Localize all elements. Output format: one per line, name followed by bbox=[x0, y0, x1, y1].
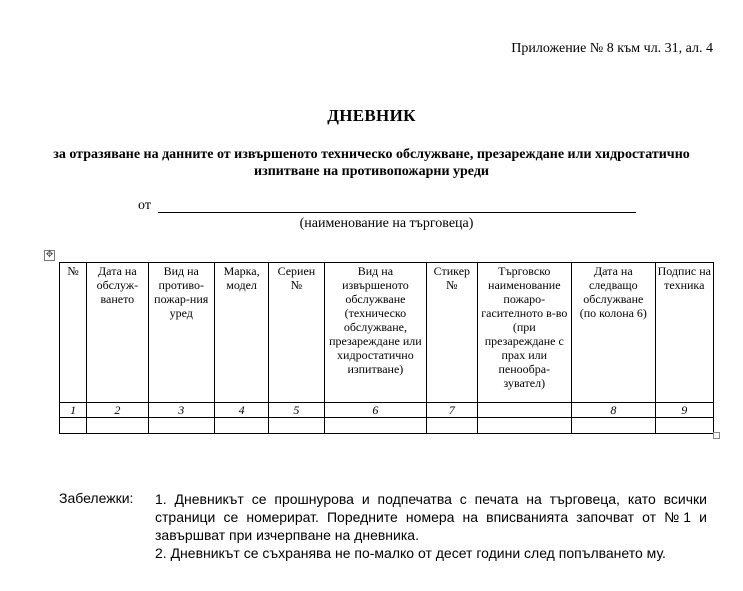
empty-cell[interactable] bbox=[214, 418, 268, 434]
column-number-cell[interactable]: 7 bbox=[427, 403, 477, 418]
header-cell[interactable]: Вид на извършеното обслужване (техническо обслужване, презареждане или хидростатично изпитване) bbox=[324, 263, 427, 403]
empty-cell[interactable] bbox=[477, 418, 572, 434]
service-log-table bbox=[59, 262, 714, 434]
document-subtitle: за отразяване на данните от извършеното техническо обслужване, презареждане или хидростатично изпитване на противопожарни уреди bbox=[53, 147, 690, 179]
empty-cell[interactable] bbox=[427, 418, 477, 434]
empty-cell[interactable] bbox=[87, 418, 148, 434]
column-number-cell[interactable]: 5 bbox=[269, 403, 324, 418]
column-number-cell[interactable]: 6 bbox=[324, 403, 427, 418]
empty-cell[interactable] bbox=[655, 418, 713, 434]
document-title: ДНЕВНИК bbox=[327, 106, 416, 125]
empty-cell[interactable] bbox=[148, 418, 214, 434]
column-number-cell[interactable]: 8 bbox=[572, 403, 656, 418]
notes-list bbox=[155, 490, 707, 562]
empty-cell[interactable] bbox=[324, 418, 427, 434]
trader-caption: (наименование на търговеца) bbox=[299, 216, 474, 231]
header-cell[interactable]: Дата на обслуж-ването bbox=[87, 263, 148, 403]
table-header-row bbox=[60, 263, 714, 403]
trader-name-line bbox=[158, 212, 636, 213]
header-cell[interactable]: Подпис на техника bbox=[655, 263, 713, 403]
column-number-cell[interactable]: 4 bbox=[214, 403, 268, 418]
note-item-2: 2. Дневникът се съхранява не по-малко от десет години след попълването му. bbox=[155, 545, 666, 561]
empty-cell[interactable] bbox=[60, 418, 87, 434]
header-cell[interactable]: Търговско наименование пожаро-гасителното в-во (при презареждане с прах или пенообра-зувател) bbox=[477, 263, 572, 403]
header-cell[interactable]: № bbox=[60, 263, 87, 403]
column-number-cell[interactable]: 2 bbox=[87, 403, 148, 418]
header-cell[interactable]: Вид на противо-пожар-ния уред bbox=[148, 263, 214, 403]
header-cell[interactable]: Сериен № bbox=[269, 263, 324, 403]
from-label: от bbox=[138, 198, 151, 213]
column-number-cell[interactable]: 3 bbox=[148, 403, 214, 418]
empty-cell[interactable] bbox=[572, 418, 656, 434]
header-cell[interactable]: Марка, модел bbox=[214, 263, 268, 403]
header-cell[interactable]: Стикер № bbox=[427, 263, 477, 403]
notes-label: Забележки: bbox=[59, 490, 134, 506]
column-number-row bbox=[60, 403, 714, 418]
note-item-1: 1. Дневникът се прошнурова и подпечатва с печата на търговеца, като всички страници се номерират. Поредните номера на вписванията започват от №1 и завършват при изчерпване на дневника. bbox=[155, 491, 707, 543]
table-row bbox=[60, 418, 714, 434]
table-move-handle-icon[interactable]: ✥ bbox=[45, 250, 54, 260]
column-number-cell[interactable]: 9 bbox=[655, 403, 713, 418]
column-number-cell[interactable] bbox=[477, 403, 572, 418]
column-number-cell[interactable]: 1 bbox=[60, 403, 87, 418]
appendix-reference: Приложение № 8 към чл. 31, ал. 4 bbox=[511, 41, 713, 56]
empty-cell[interactable] bbox=[269, 418, 324, 434]
table-resize-handle[interactable] bbox=[713, 432, 720, 439]
header-cell[interactable]: Дата на следващо обслужване (по колона 6) bbox=[572, 263, 656, 403]
